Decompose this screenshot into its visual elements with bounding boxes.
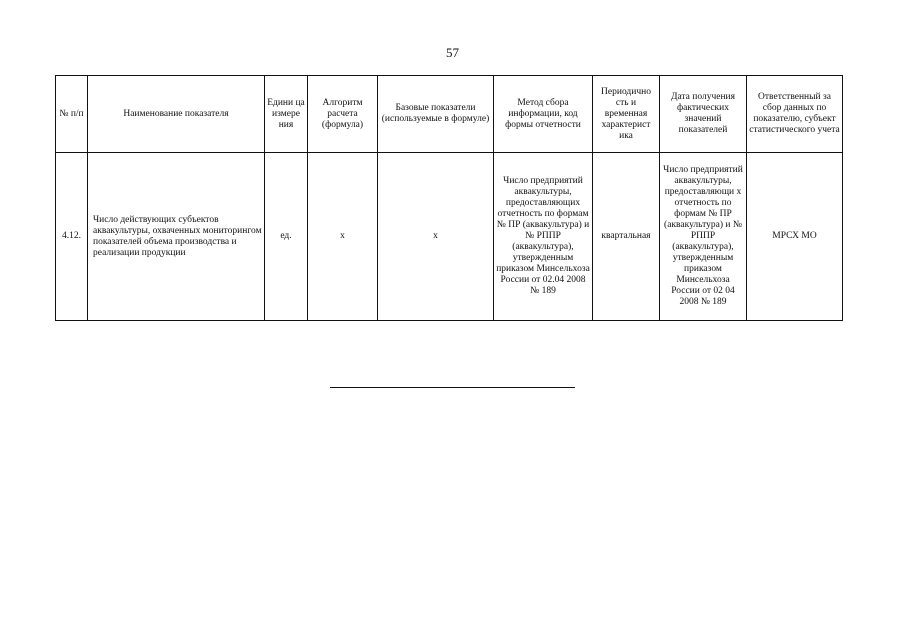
header-indicator-name: Наименование показателя [88,76,265,153]
cell-indicator-name: Число действующих субъектов аквакультуры, охваченных мониторингом показателей объема производства и реализации продукции [88,153,265,321]
table-row [56,153,843,321]
indicators-table [55,75,843,321]
table-header-row [56,76,843,153]
cell-collection-method: Число предприятий аквакультуры, предоставляющих отчетность по формам № ПР (аквакультура) и № РППР (аквакультура), утвержденным приказом Минсельхоза России от 02.04 2008 № 189 [494,153,593,321]
closing-rule [330,387,575,388]
cell-periodicity: квартальная [593,153,660,321]
cell-base-indicators: x [378,153,494,321]
header-periodicity: Периодично сть и временная характерист ика [593,76,660,153]
header-algorithm: Алгоритм расчета (формула) [308,76,378,153]
cell-number: 4.12. [56,153,88,321]
cell-responsible: МРСХ МО [747,153,843,321]
header-responsible: Ответственный за сбор данных по показателю, субъект статистического учета [747,76,843,153]
header-base-indicators: Базовые показатели (используемые в формуле) [378,76,494,153]
header-unit: Едини ца измере ния [265,76,308,153]
cell-algorithm: x [308,153,378,321]
cell-receipt-date: Число предприятий аквакультуры, предоставляющи х отчетность по формам № ПР (аквакультура) и № РППР (аквакультура), утвержденным приказом Минсельхоза России от 02 04 2008 № 189 [660,153,747,321]
header-number: № п/п [56,76,88,153]
header-collection-method: Метод сбора информации, код формы отчетности [494,76,593,153]
cell-unit: ед. [265,153,308,321]
header-receipt-date: Дата получения фактических значений показателей [660,76,747,153]
page-number: 57 [446,45,459,60]
